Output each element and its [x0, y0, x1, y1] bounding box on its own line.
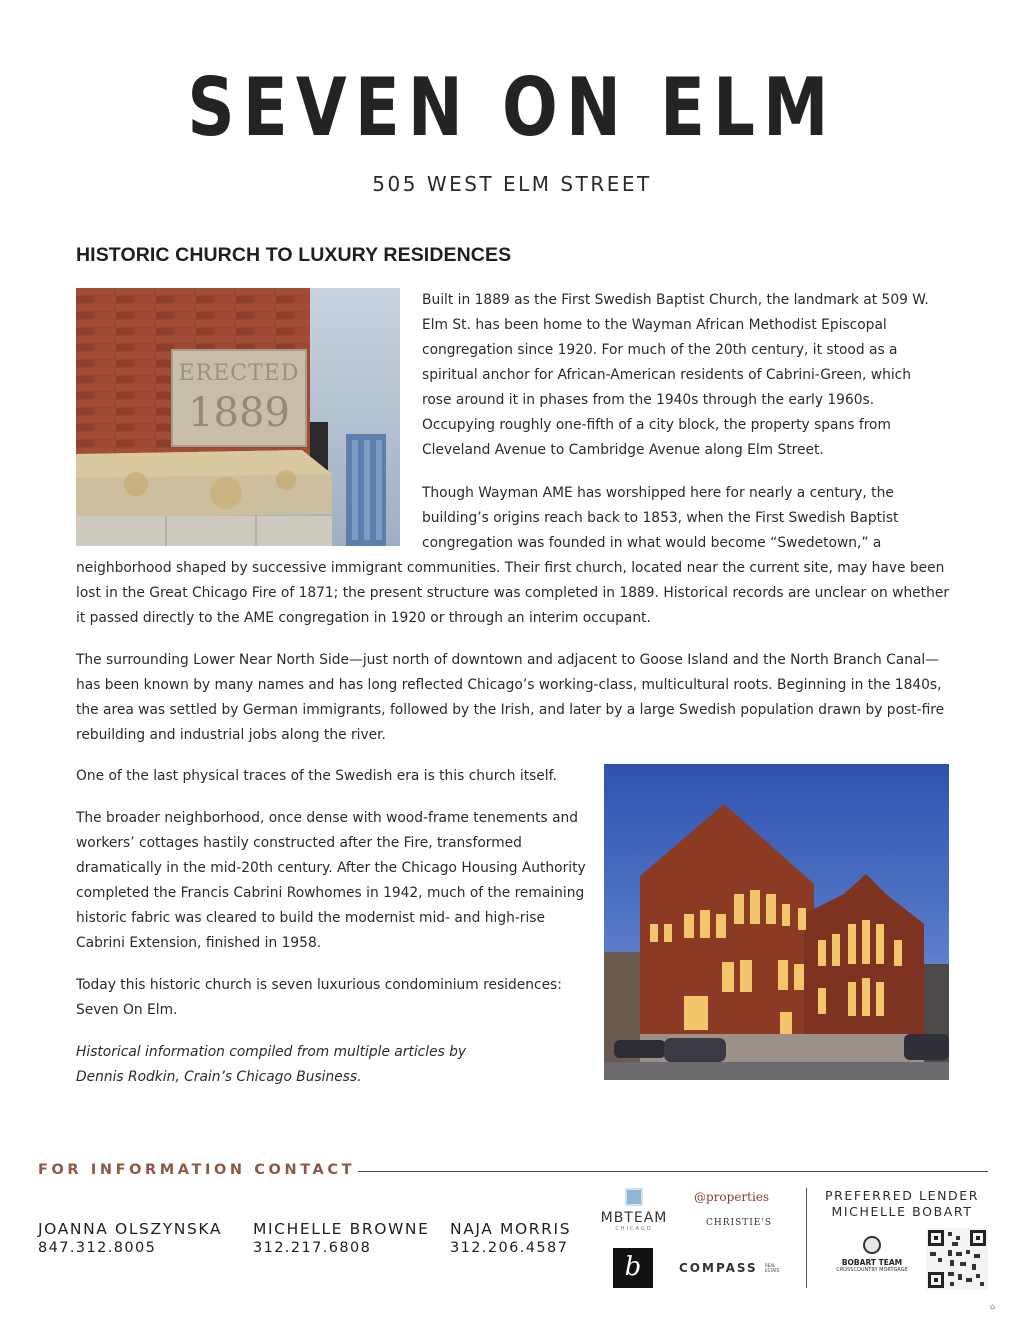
- equal-housing-icon: ⌂: [990, 1302, 996, 1311]
- crosscountry-wordmark: CROSSCOUNTRY MORTGAGE: [836, 1267, 908, 1273]
- church-exterior-photo: [604, 764, 949, 1080]
- bobart-wordmark: BOBART TEAM: [841, 1258, 903, 1267]
- paragraph-origins-start: Though Wayman AME has worshipped here for nearly a century, the building’s origins reach back to 1853, when the First Swedish Baptist congregation was founded in what would become “Swedetown,” a: [422, 485, 899, 551]
- b-monogram-letter: b: [624, 1252, 642, 1282]
- preferred-lender: [812, 1188, 992, 1220]
- agent-phone[interactable]: 312.206.4587: [450, 1240, 569, 1256]
- page-title: SEVEN ON ELM: [187, 61, 837, 154]
- agent-name: MICHELLE BROWNE: [253, 1220, 430, 1238]
- agent-joanna: [38, 1220, 222, 1256]
- mbteam-wordmark: MBTEAM: [600, 1210, 668, 1226]
- mbteam-sub: CHICAGO: [615, 1226, 653, 1232]
- compass-logo: COMPASS: [679, 1261, 758, 1275]
- address-subtitle: 505 WEST ELM STREET: [372, 172, 652, 196]
- agent-phone[interactable]: 847.312.8005: [38, 1240, 157, 1256]
- paragraph-history-intro: Built in 1889 as the First Swedish Baptist Church, the landmark at 509 W. Elm St. has been home to the Wayman African Methodist Episcopal congregation since 1920. For much of the 20th century, it stood as a spiritual anchor for African-American residents of Cabrini-Green, which rose around it in phases from the 1940s through the early 1960s. Occupying roughly one-fifth of a city block, the property spans from Cleveland Avenue to Cambridge Avenue along Elm Street.: [422, 292, 929, 458]
- paragraph-transformation: The broader neighborhood, once dense with wood-frame tenements and workers’ cottages hastily constructed after the Fire, transformed dramatically in the mid-20th century. After the Chicago Housing Authority completed the Francis Cabrini Rowhomes in 1942, much of the remaining historic fabric was cleared to build the modernist mid- and high-rise Cabrini Extension, finished in 1958.: [76, 810, 586, 951]
- compass-sub: REAL ESTATE: [765, 1263, 780, 1273]
- bobart-team-logo: [824, 1236, 920, 1273]
- bobart-emblem-icon: [863, 1236, 881, 1254]
- mbteam-grid-icon: [625, 1188, 643, 1206]
- paragraph-swedish-era: One of the last physical traces of the Swedish era is this church itself.: [76, 768, 557, 784]
- paragraph-neighborhood: The surrounding Lower Near North Side—just north of downtown and adjacent to Goose Island and the North Branch Canal—has been known by many names and has long reflected Chicago’s working-class, multicultural roots. Beginning in the 1840s, the area was settled by German immigrants, followed by the Irish, and later by a large Swedish population drawn by post-fire rebuilding and industrial jobs along the river.: [76, 652, 945, 743]
- paragraph-origins-continued: neighborhood shaped by successive immigrant communities. Their first church, located near the current site, may have been lost in the Great Chicago Fire of 1871; the present structure was completed in 1889. Historical records are unclear on whether it passed directly to the AME congregation in 1920 or through an interim occupant.: [76, 560, 949, 626]
- qr-code[interactable]: [926, 1228, 988, 1290]
- attribution-note: Historical information compiled from multiple articles by Dennis Rodkin, Crain’s Chicago Business.: [76, 1044, 467, 1085]
- agent-name: NAJA MORRIS: [450, 1220, 572, 1238]
- cornerstone-year-text: 1889: [188, 390, 290, 436]
- lender-name: MICHELLE BOBART: [831, 1204, 973, 1219]
- agent-phone[interactable]: 312.217.6808: [253, 1240, 372, 1256]
- cornerstone-photo: [76, 288, 400, 546]
- agent-naja: [450, 1220, 571, 1256]
- contact-heading: FOR INFORMATION CONTACT: [38, 1162, 356, 1178]
- logo-divider: [806, 1188, 807, 1288]
- cornerstone-erected-text: ERECTED: [178, 361, 300, 386]
- section-heading: HISTORIC CHURCH TO LUXURY RESIDENCES: [76, 244, 512, 266]
- paragraph-today: Today this historic church is seven luxurious condominium residences: Seven On Elm.: [76, 977, 562, 1018]
- mbteam-logo: [596, 1188, 672, 1236]
- lender-label: PREFERRED LENDER: [824, 1188, 980, 1203]
- contact-divider: [358, 1171, 988, 1172]
- b-monogram-logo: [613, 1248, 653, 1288]
- agent-michelle: [253, 1220, 430, 1256]
- properties-logo: @properties: [694, 1190, 770, 1204]
- agent-name: JOANNA OLSZYNSKA: [38, 1220, 223, 1238]
- christies-logo: CHRISTIE'S: [706, 1218, 772, 1228]
